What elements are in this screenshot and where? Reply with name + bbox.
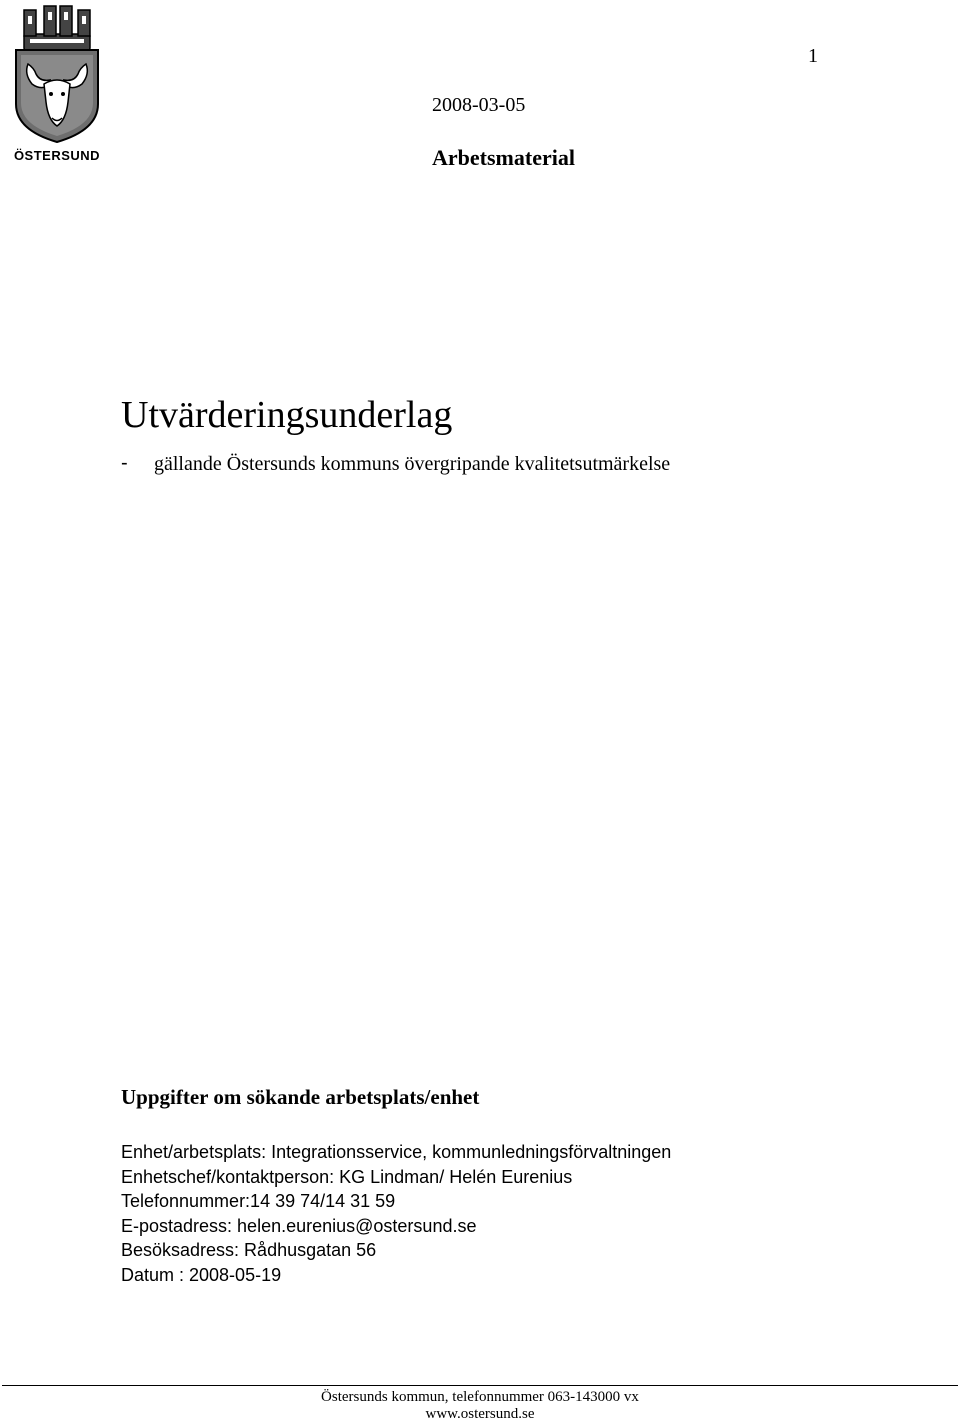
detail-contact: Enhetschef/kontaktperson: KG Lindman/ Helén Eurenius (121, 1166, 573, 1187)
document-title: Utvärderingsunderlag (121, 394, 453, 436)
logo-wordmark: ÖSTERSUND (13, 148, 101, 163)
subtitle-dash: - (121, 452, 128, 474)
footer-contact: Östersunds kommun, telefonnummer 063-143000 vx (321, 1389, 639, 1405)
page-number: 1 (808, 45, 818, 67)
section-heading: Uppgifter om sökande arbetsplats/enhet (121, 1085, 480, 1109)
page-footer (0, 1389, 960, 1423)
applicant-details (121, 1140, 671, 1288)
footer-divider (2, 1385, 958, 1386)
footer-website: www.ostersund.se (425, 1406, 535, 1422)
detail-address: Besöksadress: Rådhusgatan 56 (121, 1240, 377, 1261)
detail-email: E-postadress: helen.eurenius@ostersund.se (121, 1215, 477, 1236)
coat-of-arms-icon (10, 4, 104, 144)
document-date: 2008-03-05 (432, 94, 526, 116)
detail-date: Datum : 2008-05-19 (121, 1264, 282, 1285)
municipality-logo (10, 4, 104, 166)
document-status: Arbetsmaterial (432, 145, 575, 170)
document-subtitle: gällande Östersunds kommuns övergripande kvalitetsutmärkelse (154, 453, 671, 475)
detail-unit: Enhet/arbetsplats: Integrationsservice, kommunledningsförvaltningen (121, 1142, 672, 1162)
detail-phone: Telefonnummer:14 39 74/14 31 59 (121, 1191, 396, 1212)
